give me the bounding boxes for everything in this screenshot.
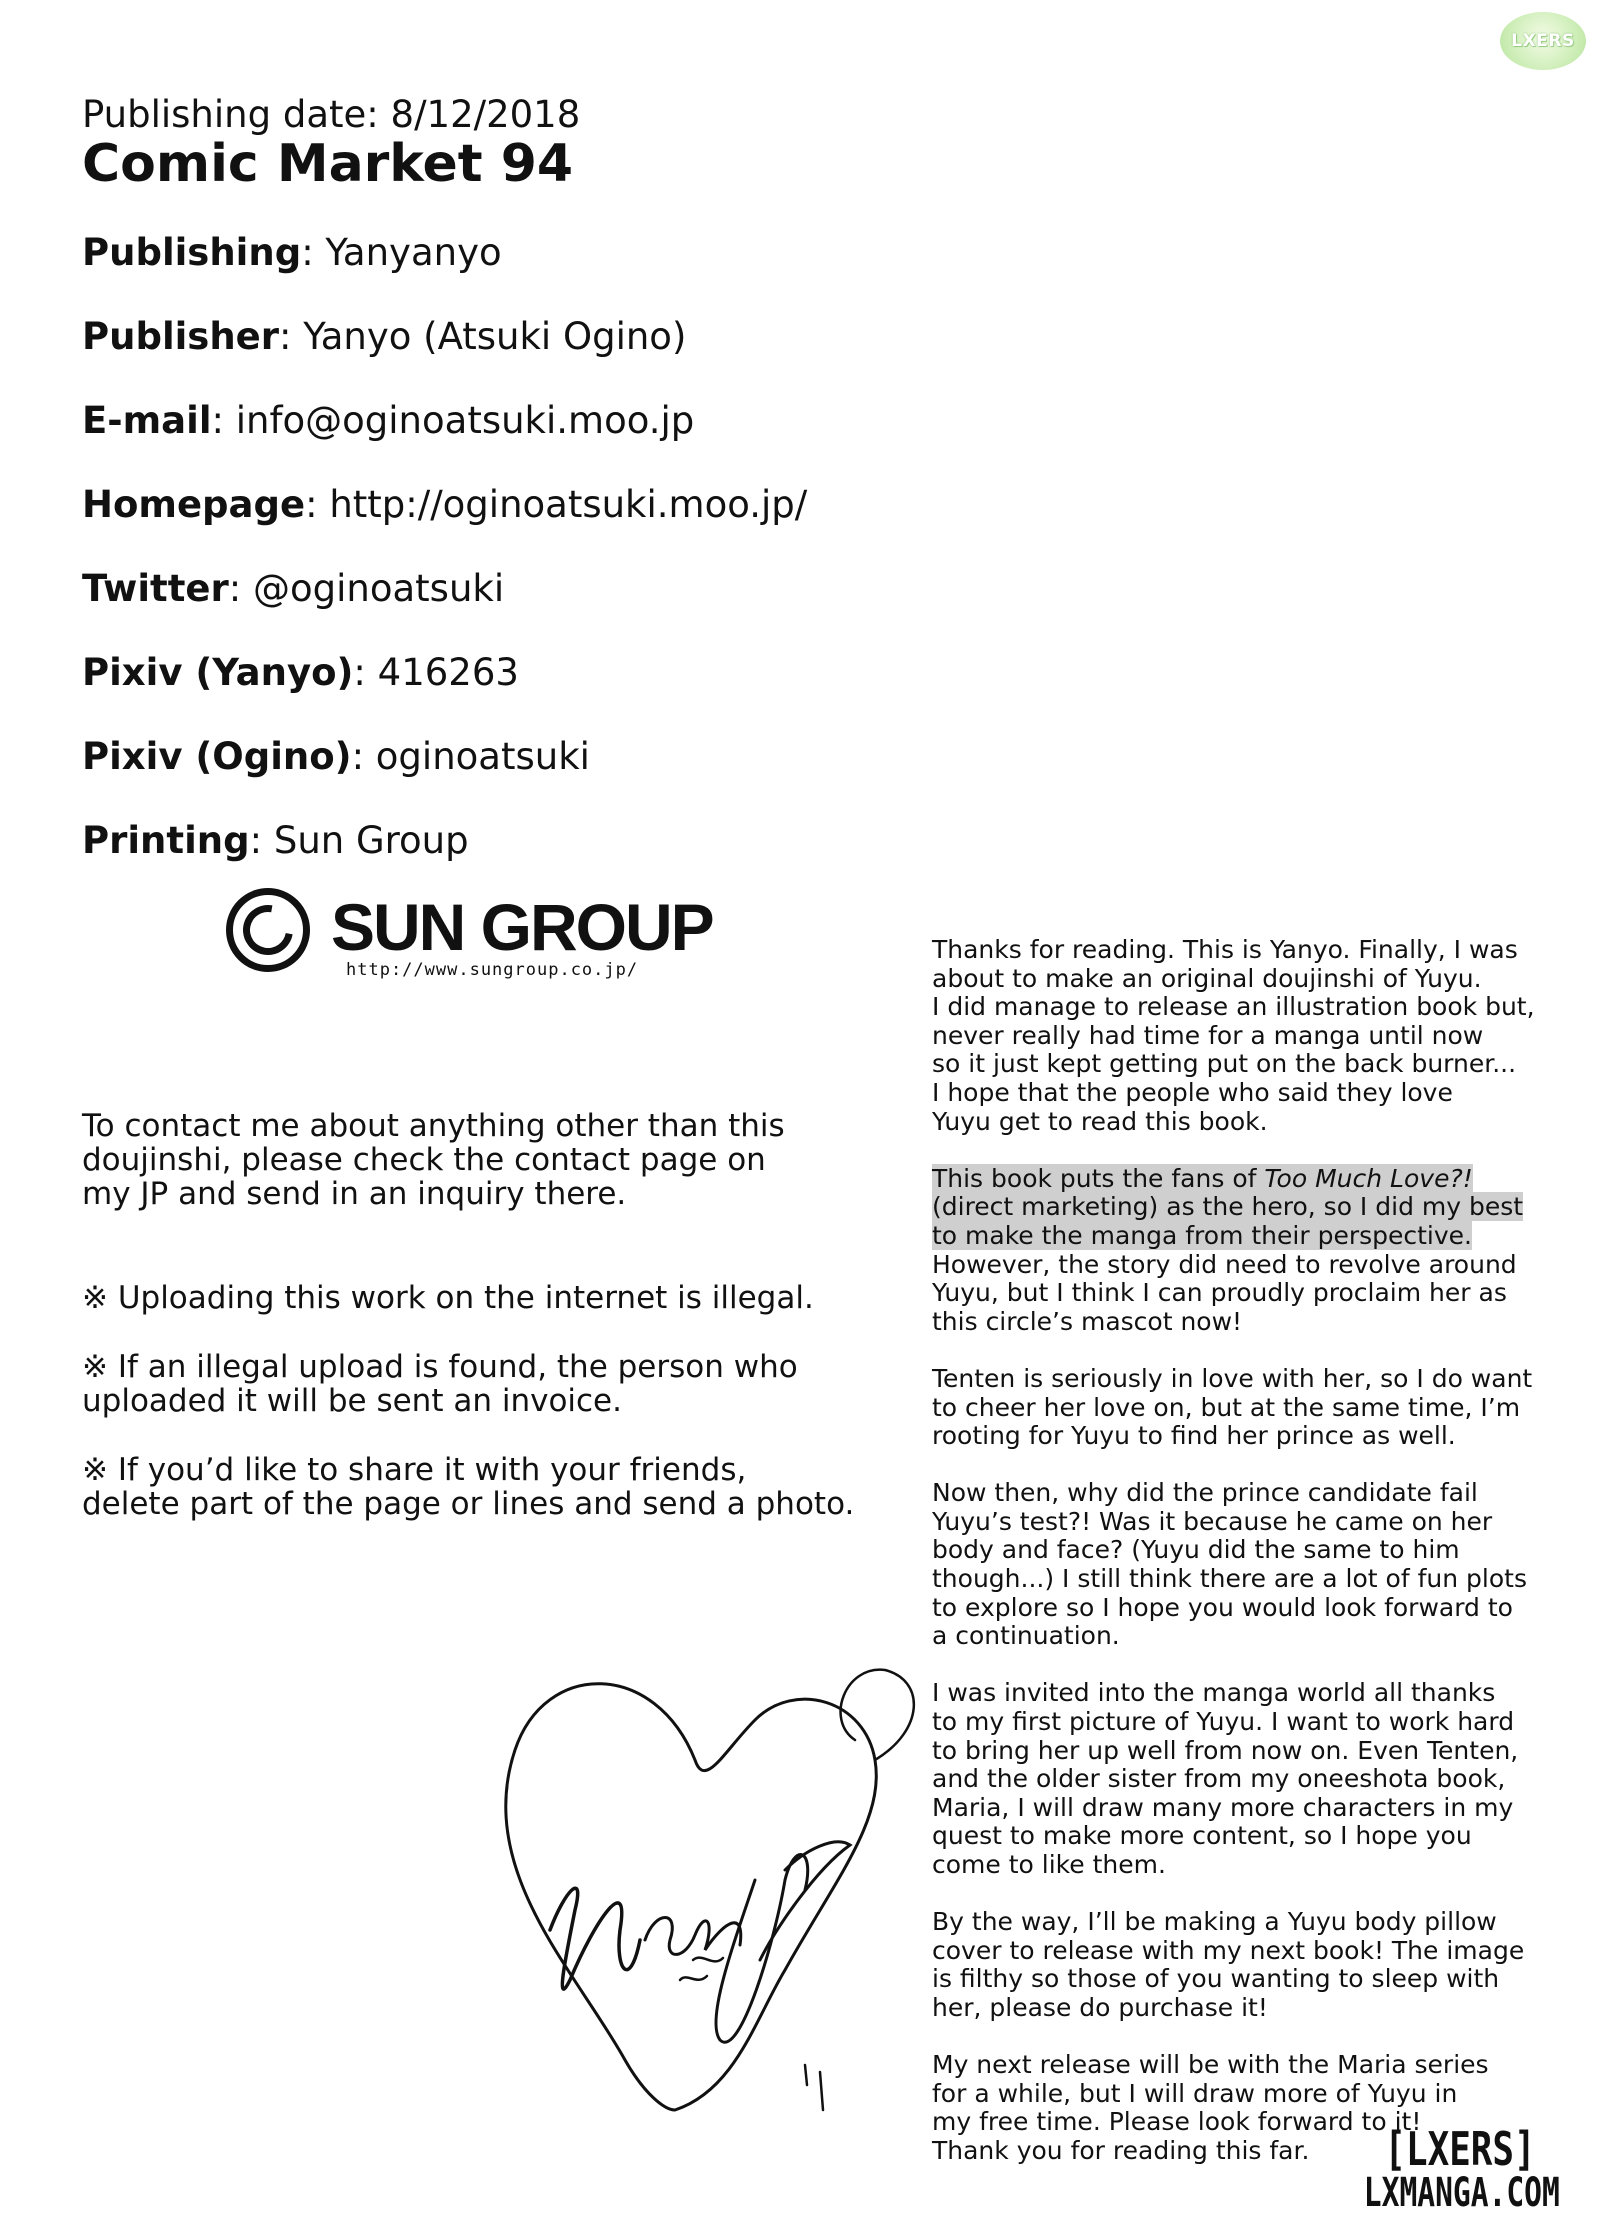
info-value: Yanyo (Atsuki Ogino) <box>303 315 687 358</box>
corner-logo-badge <box>1500 12 1586 70</box>
info-label: Pixiv (Ogino) <box>82 735 352 778</box>
sun-group-mark-icon <box>226 888 310 972</box>
publishing-date-line <box>82 92 580 138</box>
info-value: 416263 <box>377 651 519 694</box>
notice-line: ※ Uploading this work on the internet is illegal. <box>82 1280 814 1316</box>
info-value: Sun Group <box>273 819 469 862</box>
contact-line: my JP and send in an inquiry there. <box>82 1176 627 1212</box>
info-value: oginoatsuki <box>375 735 590 778</box>
watermark-brand: [LXERS] <box>1384 2122 1536 2176</box>
info-row-publishing: Publishing: Yanyanyo <box>82 231 502 274</box>
info-label: Homepage <box>82 483 306 526</box>
watermark-site: LXMANGA.COM <box>1363 2170 1560 2216</box>
info-label: E-mail <box>82 399 212 442</box>
afterword-text: However, the story did need to revolve around Yuyu, but I think I can proudly proclaim her as this circle’s mascot now! <box>932 1249 1517 1336</box>
sun-group-url: http://www.sungroup.co.jp/ <box>346 960 639 980</box>
contact-line: To contact me about anything other than this <box>82 1108 785 1144</box>
afterword-paragraph: By the way, I’ll be making a Yuyu body pillow cover to release with my next book! The image is filthy so those of you wanting to sleep with her, please do purchase it! <box>932 1907 1525 2022</box>
info-value: Yanyanyo <box>325 231 502 274</box>
event-title: Comic Market 94 <box>82 134 574 194</box>
info-row-printing: Printing: Sun Group <box>82 819 469 862</box>
colon: : <box>366 93 391 136</box>
info-label: Twitter <box>82 567 229 610</box>
info-row-twitter: Twitter: @oginoatsuki <box>82 567 505 610</box>
afterword-paragraph: Tenten is seriously in love with her, so I do want to cheer her love on, but at the same time, I’m rooting for Yuyu to find her prince as well. <box>932 1363 1533 1451</box>
info-label: Printing <box>82 819 250 862</box>
notice-line: uploaded it will be sent an invoice. <box>82 1383 622 1419</box>
highlighted-text: (direct marketing) as the hero, so I did my best to make the manga from their perspective. <box>932 1192 1524 1250</box>
afterword-paragraph: My next release will be with the Maria series for a while, but I will draw more of Yuyu in my free time. Please look forward to it! Thank you for reading this far. <box>932 2050 1489 2165</box>
watermark <box>1330 2122 1590 2216</box>
highlighted-text: This book puts the fans of <box>932 1163 1265 1193</box>
info-row-pixiv-ogino: Pixiv (Ogino): oginoatsuki <box>82 735 590 778</box>
publishing-date-label: Publishing date <box>82 93 367 136</box>
info-value: http://oginoatsuki.moo.jp/ <box>329 483 808 526</box>
info-row-publisher: Publisher: Yanyo (Atsuki Ogino) <box>82 315 687 358</box>
sun-group-name: SUN GROUP <box>331 890 713 964</box>
info-value: @oginoatsuki <box>253 567 505 610</box>
sun-group-logo <box>226 888 716 1003</box>
upload-notice-3 <box>82 1453 862 1521</box>
afterword-paragraph: Now then, why did the prince candidate fail Yuyu’s test?! Was it because he came on her body and face? (Yuyu did the same to him though...) I still think there are a lot of fun plots to explore so I hope you would look forward to a continuation. <box>932 1478 1527 1651</box>
corner-logo-text: LXERS <box>1511 31 1575 51</box>
upload-notice-1 <box>82 1281 862 1315</box>
afterword-paragraph: Thanks for reading. This is Yanyo. Finally, I was about to make an original doujinshi of Yuyu. I did manage to release an illustration book but, never really had time for a manga until now so it just kept getting put on the back burner... I hope that the people who said they love Yuyu get to read this book. <box>932 935 1535 1136</box>
contact-line: doujinshi, please check the contact page on <box>82 1142 766 1178</box>
notice-line: ※ If an illegal upload is found, the person who <box>82 1349 798 1385</box>
notice-line: ※ If you’d like to share it with your friends, <box>82 1452 747 1488</box>
info-row-email: E-mail: info@oginoatsuki.moo.jp <box>82 399 695 442</box>
info-row-homepage: Homepage: http://oginoatsuki.moo.jp/ <box>82 483 808 526</box>
afterword-paragraph: I was invited into the manga world all thanks to my first picture of Yuyu. I want to work hard to bring her up well from now on. Even Tenten, and the older sister from my oneeshota book, Maria, I will draw many more characters in my quest to make more content, so I hope you come to like them. <box>932 1678 1519 1879</box>
afterword <box>932 936 1572 2194</box>
afterword-paragraph-highlighted <box>932 1165 1572 1337</box>
upload-notice-2 <box>82 1350 862 1418</box>
info-label: Pixiv (Yanyo) <box>82 651 354 694</box>
notice-line: delete part of the page or lines and send a photo. <box>82 1486 855 1522</box>
info-row-pixiv-yanyo: Pixiv (Yanyo): 416263 <box>82 651 519 694</box>
publishing-date-value: 8/12/2018 <box>390 93 581 136</box>
author-signature-drawing <box>455 1640 945 2140</box>
book-title: Too Much Love?! <box>1264 1163 1473 1193</box>
info-label: Publisher <box>82 315 280 358</box>
info-label: Publishing <box>82 231 302 274</box>
info-value: info@oginoatsuki.moo.jp <box>235 399 695 442</box>
contact-note <box>82 1109 862 1211</box>
